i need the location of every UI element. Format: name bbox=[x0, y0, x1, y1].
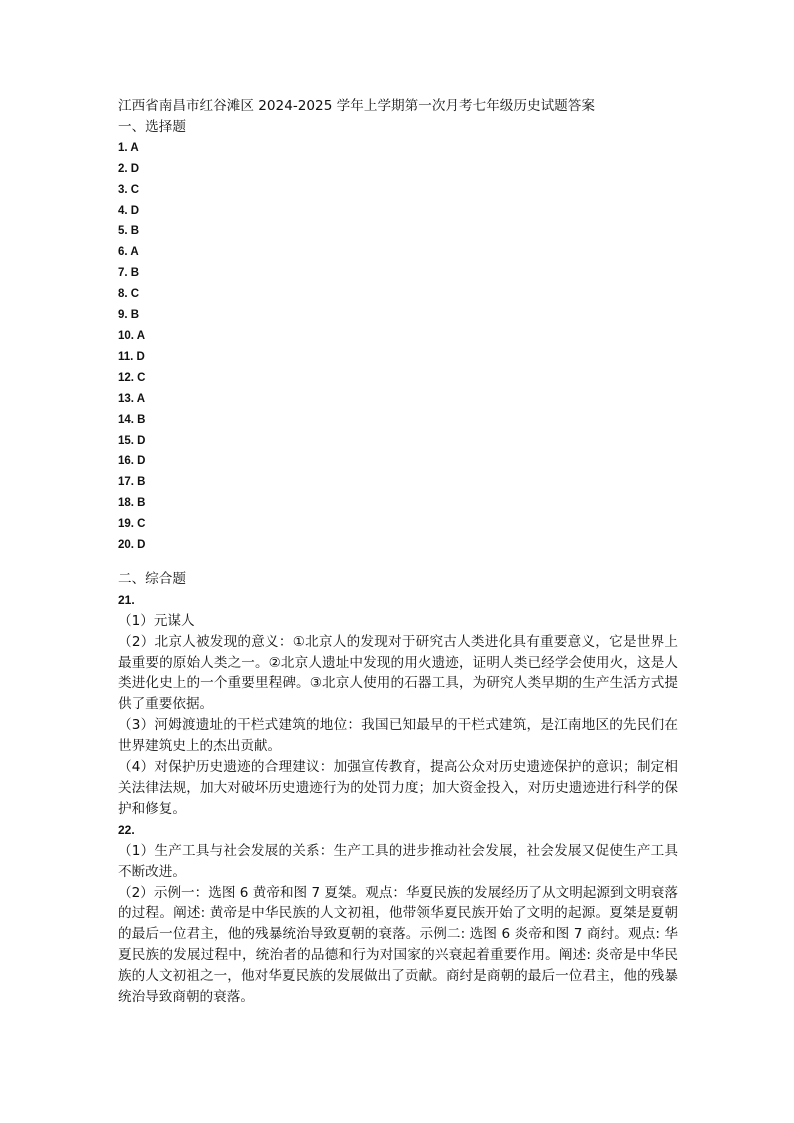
answer-item: 6. A bbox=[118, 246, 139, 259]
answer-item: 8. C bbox=[118, 288, 140, 301]
answer-item: 20. D bbox=[118, 539, 146, 552]
answer-item: 18. B bbox=[118, 497, 146, 510]
answer-item: 7. B bbox=[118, 267, 140, 280]
answer-item: 13. A bbox=[118, 392, 146, 405]
answer-item: 1. A bbox=[118, 141, 139, 154]
answer-item: 16. D bbox=[118, 455, 146, 468]
q22-part-2: （2）示例一：选图 6 黄帝和图 7 夏桀。观点：华夏民族的发展经历了从文明起源到文明衰落的过程。阐述: 黄帝是中华民族的人文初祖，他带领华夏民族开始了文明的起源。夏桀是夏朝的最后一位君主，他的残暴统治导致夏朝的衰落。示例二: 选图 6 炎帝和图 7 商纣。观点: 华夏民族的发展过程中，统治者的品德和行为对国家的兴衰起着重要作用。阐述: 炎帝是中华民族的人文初祖之一，他对华夏民族的发展做出了贡献。商纣是商朝的最后一位君主，他的残暴统治导致商朝的衰落。 bbox=[118, 884, 678, 1006]
answer-item: 11. D bbox=[118, 350, 145, 363]
document-title: 江西省南昌市红谷滩区 2024-2025 学年上学期第一次月考七年级历史试题答案 bbox=[118, 98, 595, 114]
section-heading-comprehensive: 二、综合题 bbox=[118, 570, 186, 587]
answer-item: 4. D bbox=[118, 204, 140, 217]
answer-item: 19. C bbox=[118, 518, 146, 531]
q22-part-1: （1）生产工具与社会发展的关系：生产工具的进步推动社会发展，社会发展又促使生产工具不断改进。 bbox=[118, 842, 678, 880]
q21-part-4: （4）对保护历史遗迹的合理建议：加强宣传教育，提高公众对历史遗迹保护的意识；制定相关法律法规，加大对破坏历史遗迹行为的处罚力度；加大资金投入，对历史遗迹进行科学的保护和修复。 bbox=[118, 759, 678, 817]
question-number-21: 21. bbox=[118, 592, 135, 607]
answer-item: 5. B bbox=[118, 225, 140, 238]
answer-item: 9. B bbox=[118, 309, 140, 322]
question-number-22: 22. bbox=[118, 822, 135, 837]
answer-item: 2. D bbox=[118, 162, 140, 175]
q21-part-2: （2）北京人被发现的意义：①北京人的发现对于研究古人类进化具有重要意义，它是世界上最重要的原始人类之一。②北京人遗址中发现的用火遗迹，证明人类已经学会使用火，这是人类进化史上的一个重要里程碑。③北京人使用的石器工具，为研究人类早期的生产生活方式提供了重要依据。 bbox=[118, 633, 678, 713]
section-heading-multiple-choice: 一、选择题 bbox=[118, 118, 186, 135]
answer-item: 12. C bbox=[118, 371, 146, 384]
q21-part-3: （3）河姆渡遗址的干栏式建筑的地位：我国已知最早的干栏式建筑，是江南地区的先民们在世界建筑史上的杰出贡献。 bbox=[118, 717, 678, 755]
answer-item: 10. A bbox=[118, 329, 146, 342]
answer-item: 15. D bbox=[118, 434, 146, 447]
q21-part-1: （1）元谋人 bbox=[118, 612, 195, 629]
answer-item: 14. B bbox=[118, 413, 146, 426]
answer-item: 3. C bbox=[118, 183, 140, 196]
multiple-choice-answer-list bbox=[118, 138, 678, 556]
answer-document bbox=[118, 96, 678, 1008]
section-spacer bbox=[118, 556, 678, 569]
answer-item: 17. B bbox=[118, 476, 146, 489]
